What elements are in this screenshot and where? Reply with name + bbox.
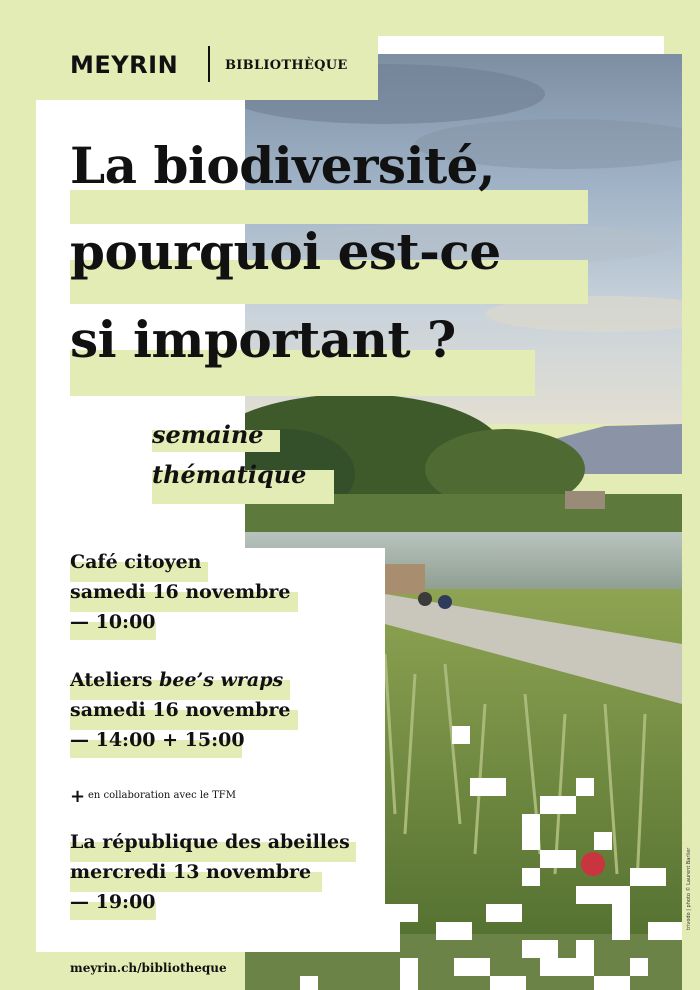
title-line-1: La biodiversité, (70, 136, 495, 195)
subtitle-line-2: thématique (152, 460, 307, 489)
mosaic-block (400, 958, 418, 990)
logo-separator (208, 46, 210, 82)
mosaic-block (452, 726, 470, 744)
mosaic-block (630, 868, 666, 886)
mosaic-block (522, 814, 540, 850)
event-3-name: La république des abeilles (70, 831, 350, 853)
title-line-3: si important ? (70, 310, 456, 369)
photo-credit: trivodo | photo © Laurent Barlier (686, 847, 692, 930)
mosaic-block (522, 868, 540, 886)
mosaic-block (486, 904, 522, 922)
mosaic-block (300, 976, 318, 990)
mosaic-block (490, 976, 526, 990)
logo-meyrin: MEYRIN (70, 51, 179, 79)
event-3-date: mercredi 13 novembre (70, 861, 312, 883)
mosaic-block (576, 886, 630, 904)
subtitle-line-1: semaine (152, 420, 264, 449)
top-strip (378, 36, 664, 54)
mosaic-block (540, 958, 594, 976)
mosaic-block (576, 940, 594, 958)
logo-bibliotheque: BIBLIOTHÈQUE (225, 58, 348, 73)
mosaic-block (540, 796, 576, 814)
title-line-2: pourquoi est-ce (70, 222, 501, 281)
event-1-name: Café citoyen (70, 551, 202, 573)
event-2-time: — 14:00 + 15:00 (70, 729, 245, 751)
event-1-time: — 10:00 (70, 611, 156, 633)
footer-url[interactable]: meyrin.ch/bibliotheque (70, 961, 227, 975)
event-1-date: samedi 16 novembre (70, 581, 291, 603)
event-2-date: samedi 16 novembre (70, 699, 291, 721)
mosaic-block (594, 832, 612, 850)
mosaic-block (630, 958, 648, 976)
event-2-name-prefix: Ateliers (70, 669, 160, 691)
event-2-name (70, 668, 283, 692)
mosaic-block (648, 922, 682, 940)
mosaic-block (436, 922, 472, 940)
mosaic-block (594, 976, 630, 990)
mosaic-block (540, 850, 576, 868)
mosaic-block (522, 940, 558, 958)
event-2-name-italic: bee’s wraps (159, 669, 284, 691)
mosaic-block (454, 958, 490, 976)
plus-icon: + (70, 786, 86, 807)
mosaic-block (576, 778, 594, 796)
mosaic-block (400, 904, 418, 922)
mosaic-block (612, 904, 630, 940)
collaboration-note: en collaboration avec le TFM (88, 790, 236, 801)
event-3-time: — 19:00 (70, 891, 156, 913)
mosaic-block (470, 778, 506, 796)
mosaic-block (385, 904, 400, 952)
